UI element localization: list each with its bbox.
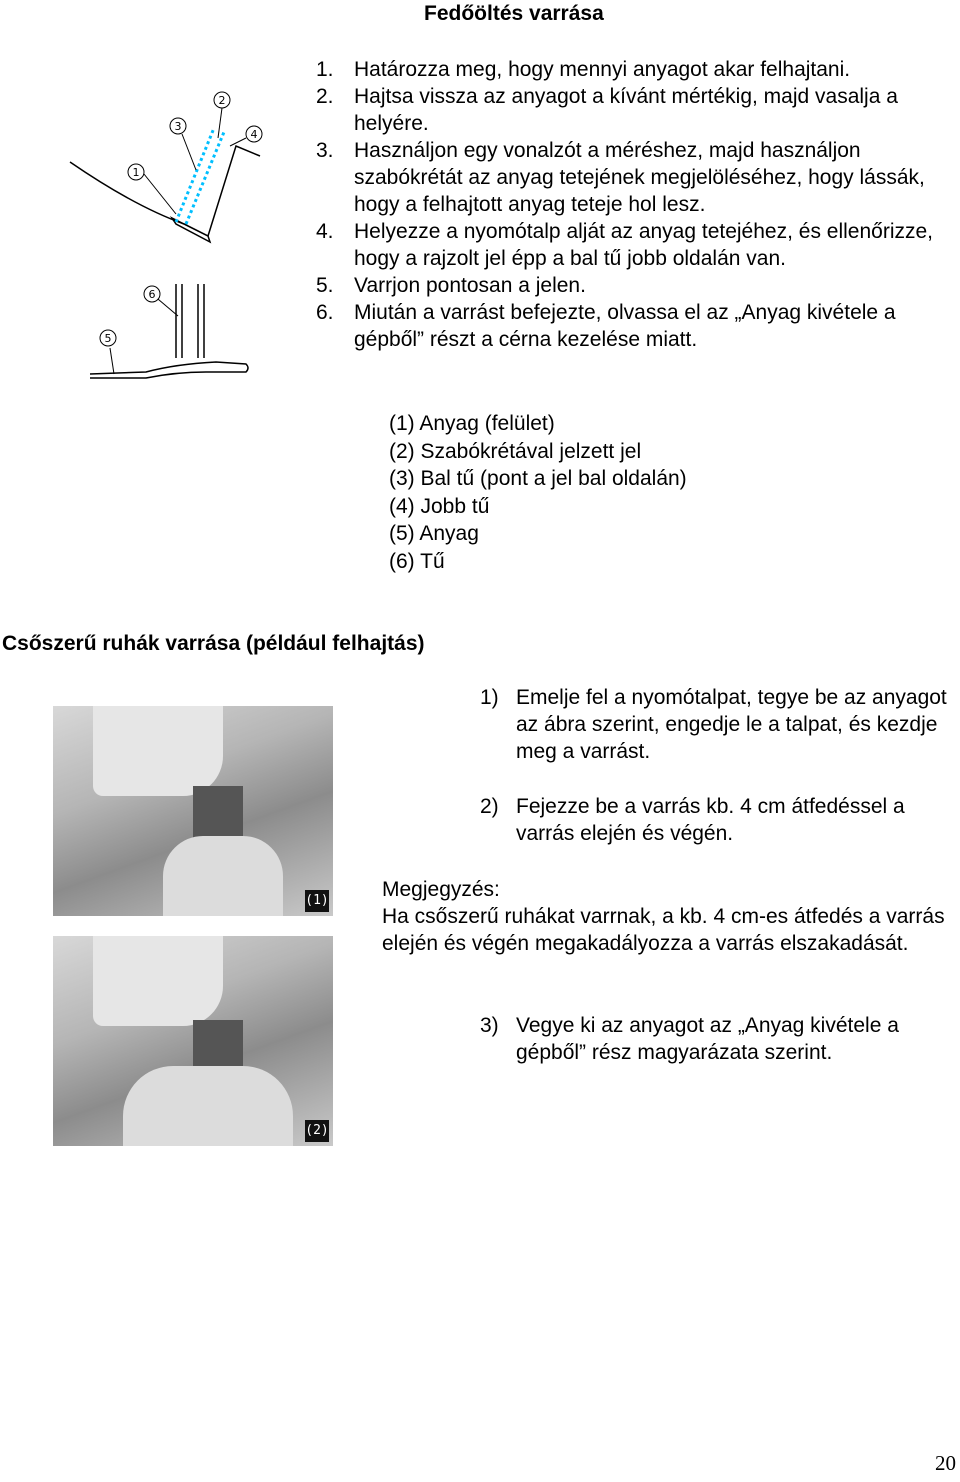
list-item: 3) Vegye ki az anyagot az „Anyag kivétele a gépből” rész magyarázata szerint. <box>480 1014 899 1064</box>
section-title-tubular: Csőszerű ruhák varrása (például felhajtás) <box>2 632 425 655</box>
list-item: 1) Emelje fel a nyomótalpat, tegye be az anyagot az ábra szerint, engedje le a talpat, és kezdje meg a varrást. <box>480 686 947 763</box>
legend-item: (6) Tű <box>389 549 445 573</box>
fabric-fold-diagram <box>64 86 284 246</box>
chalk-mark-line <box>186 132 224 224</box>
needle-diagram <box>86 276 256 386</box>
list-item: 4. Helyezze a nyomótalp alját az anyag tetejéhez, és ellenőrizze, hogy a rajzolt jel épp a bal tű jobb oldalán van. <box>316 220 933 270</box>
diagram-label: 4 <box>250 128 258 141</box>
note-text: Ha csőszerű ruhákat varrnak, a kb. 4 cm-es átfedés a varrás elején és végén megakadályozza a varrás elszakadását. <box>382 905 945 955</box>
section-title-cover-stitch: Fedőöltés varrása <box>424 2 604 25</box>
legend-item: (5) Anyag <box>389 522 479 545</box>
list-item: 6. Miután a varrást befejezte, olvassa el az „Anyag kivétele a gépből” részt a cérna kezelése miatt. <box>316 301 896 351</box>
legend-item: (2) Szabókrétával jelzett jel <box>389 439 642 463</box>
legend-item: (1) Anyag (felület) <box>389 412 555 435</box>
chalk-mark-line <box>176 128 214 222</box>
list-item: 5. Varrjon pontosan a jelen. <box>316 274 586 297</box>
diagram-label: 3 <box>174 120 182 133</box>
legend-item: (3) Bal tű (pont a jel bal oldalán) <box>389 467 687 490</box>
cover-stitch-steps <box>316 56 956 353</box>
diagram-label: 1 <box>132 166 140 179</box>
note-box <box>382 876 952 957</box>
list-item: 2. Hajtsa vissza az anyagot a kívánt mértékig, majd vasalja a helyére. <box>316 85 898 135</box>
legend-item: (4) Jobb tű <box>389 494 490 518</box>
list-item: 2) Fejezze be a varrás kb. 4 cm átfedéssel a varrás elején és végén. <box>480 795 905 845</box>
list-item: 3. Használjon egy vonalzót a méréshez, majd használjon szabókrétát az anyag tetejének megjelöléséhez, hogy lássák, hogy a felhajtott anyag teteje hol lesz. <box>316 139 925 216</box>
diagram-legend <box>389 410 687 575</box>
page-number: 20 <box>935 1451 956 1475</box>
diagram-label: 5 <box>104 332 112 345</box>
diagram-label: 6 <box>148 288 156 301</box>
list-item: 1. Határozza meg, hogy mennyi anyagot akar felhajtani. <box>316 58 851 81</box>
diagram-label: 2 <box>218 94 226 107</box>
photo-step-1 <box>53 706 333 916</box>
note-title: Megjegyzés: <box>382 878 500 901</box>
photo-step-2 <box>53 936 333 1146</box>
photo-tag: (2) <box>305 1120 329 1142</box>
photo-tag: (1) <box>305 890 329 912</box>
